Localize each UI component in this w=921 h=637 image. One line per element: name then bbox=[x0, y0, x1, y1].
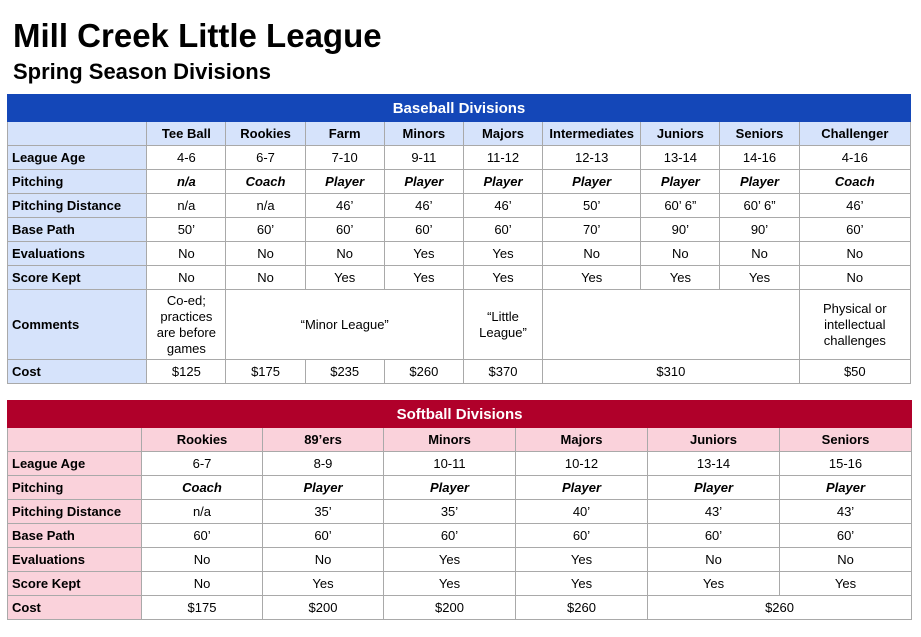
softball-band-title: Softball Divisions bbox=[8, 401, 912, 428]
cell: Yes bbox=[384, 548, 516, 572]
table-row bbox=[8, 596, 912, 620]
col-header: Intermediates bbox=[543, 122, 641, 146]
cell: No bbox=[543, 242, 641, 266]
cost-cell: $260 bbox=[648, 596, 912, 620]
cell: No bbox=[648, 548, 780, 572]
cell: 9-11 bbox=[384, 146, 463, 170]
cell: 7-10 bbox=[305, 146, 384, 170]
cell: Yes bbox=[780, 572, 912, 596]
row-label: Score Kept bbox=[8, 266, 147, 290]
cell: Player bbox=[543, 170, 641, 194]
page-subtitle: Spring Season Divisions bbox=[13, 59, 271, 84]
table-row bbox=[8, 290, 911, 360]
col-header: Juniors bbox=[648, 428, 780, 452]
cell: 40’ bbox=[516, 500, 648, 524]
cell: 35’ bbox=[263, 500, 384, 524]
cell: 43’ bbox=[648, 500, 780, 524]
comment-challenger: Physical or intellectual challenges bbox=[799, 290, 910, 360]
cell: Yes bbox=[648, 572, 780, 596]
row-label: Pitching bbox=[8, 476, 142, 500]
cell: 4-6 bbox=[147, 146, 226, 170]
cell: 60’ 6” bbox=[641, 194, 720, 218]
cell: Yes bbox=[305, 266, 384, 290]
col-header: Farm bbox=[305, 122, 384, 146]
cell: Yes bbox=[720, 266, 799, 290]
cell: 60’ bbox=[384, 218, 463, 242]
table-row bbox=[8, 548, 912, 572]
table-row bbox=[8, 360, 911, 384]
comment-blank bbox=[543, 290, 800, 360]
softball-divisions-table bbox=[7, 400, 912, 620]
comment-tee-ball: Co-ed; practices are before games bbox=[147, 290, 226, 360]
cell: 13-14 bbox=[641, 146, 720, 170]
cell: 14-16 bbox=[720, 146, 799, 170]
corner-cell bbox=[8, 428, 142, 452]
cell: No bbox=[305, 242, 384, 266]
cell: 50’ bbox=[147, 218, 226, 242]
cell: 6-7 bbox=[226, 146, 305, 170]
col-header: Rookies bbox=[142, 428, 263, 452]
row-label: Pitching bbox=[8, 170, 147, 194]
cell: Player bbox=[384, 476, 516, 500]
cell: 15-16 bbox=[780, 452, 912, 476]
cell: No bbox=[147, 242, 226, 266]
cost-cell: $50 bbox=[799, 360, 910, 384]
table-row bbox=[8, 266, 911, 290]
cell: 70’ bbox=[543, 218, 641, 242]
cell: Yes bbox=[463, 266, 542, 290]
col-header: Seniors bbox=[780, 428, 912, 452]
cost-cell: $175 bbox=[142, 596, 263, 620]
cell: n/a bbox=[147, 170, 226, 194]
cost-cell: $200 bbox=[384, 596, 516, 620]
row-label: Cost bbox=[8, 360, 147, 384]
baseball-header-row bbox=[8, 122, 911, 146]
table-row bbox=[8, 146, 911, 170]
cell: Player bbox=[720, 170, 799, 194]
cell: No bbox=[147, 266, 226, 290]
cell: Yes bbox=[263, 572, 384, 596]
cell: 60’ 6” bbox=[720, 194, 799, 218]
row-label: Pitching Distance bbox=[8, 194, 147, 218]
cell: 46’ bbox=[799, 194, 910, 218]
col-header: Minors bbox=[384, 428, 516, 452]
table-row bbox=[8, 242, 911, 266]
cell: 10-12 bbox=[516, 452, 648, 476]
cell: Yes bbox=[384, 242, 463, 266]
table-row bbox=[8, 500, 912, 524]
col-header: Juniors bbox=[641, 122, 720, 146]
cell: Coach bbox=[142, 476, 263, 500]
cell: 6-7 bbox=[142, 452, 263, 476]
table-row bbox=[8, 194, 911, 218]
cell: Coach bbox=[799, 170, 910, 194]
cost-cell: $260 bbox=[384, 360, 463, 384]
cost-cell: $370 bbox=[463, 360, 542, 384]
cost-cell: $125 bbox=[147, 360, 226, 384]
row-label: Evaluations bbox=[8, 242, 147, 266]
row-label: Pitching Distance bbox=[8, 500, 142, 524]
row-label: Evaluations bbox=[8, 548, 142, 572]
softball-header-row bbox=[8, 428, 912, 452]
col-header: Challenger bbox=[799, 122, 910, 146]
baseball-divisions-table bbox=[7, 94, 911, 384]
cost-cell: $310 bbox=[543, 360, 800, 384]
cell: No bbox=[142, 548, 263, 572]
row-label: Base Path bbox=[8, 524, 142, 548]
col-header: Majors bbox=[463, 122, 542, 146]
row-label: League Age bbox=[8, 146, 147, 170]
table-row bbox=[8, 524, 912, 548]
cell: No bbox=[226, 242, 305, 266]
cell: 60’ bbox=[648, 524, 780, 548]
table-row bbox=[8, 170, 911, 194]
cost-cell: $235 bbox=[305, 360, 384, 384]
cell: Yes bbox=[641, 266, 720, 290]
cell: n/a bbox=[226, 194, 305, 218]
cell: 60’ bbox=[516, 524, 648, 548]
cell: Yes bbox=[384, 572, 516, 596]
cell: 90’ bbox=[641, 218, 720, 242]
col-header: Minors bbox=[384, 122, 463, 146]
cell: No bbox=[799, 266, 910, 290]
cell: 60’ bbox=[384, 524, 516, 548]
cell: 35’ bbox=[384, 500, 516, 524]
cell: 46’ bbox=[463, 194, 542, 218]
cell: 46’ bbox=[384, 194, 463, 218]
cost-cell: $175 bbox=[226, 360, 305, 384]
cell: 60’ bbox=[142, 524, 263, 548]
row-label: Cost bbox=[8, 596, 142, 620]
cell: 4-16 bbox=[799, 146, 910, 170]
cell: Player bbox=[263, 476, 384, 500]
cell: n/a bbox=[147, 194, 226, 218]
cell: No bbox=[780, 548, 912, 572]
cell: 90’ bbox=[720, 218, 799, 242]
cell: No bbox=[142, 572, 263, 596]
row-label: Base Path bbox=[8, 218, 147, 242]
cell: No bbox=[720, 242, 799, 266]
cell: 43’ bbox=[780, 500, 912, 524]
cell: Player bbox=[463, 170, 542, 194]
cell: 60’ bbox=[780, 524, 912, 548]
cell: 8-9 bbox=[263, 452, 384, 476]
baseball-band-title: Baseball Divisions bbox=[8, 95, 911, 122]
table-row bbox=[8, 452, 912, 476]
cell: 60’ bbox=[799, 218, 910, 242]
cell: Yes bbox=[516, 572, 648, 596]
cell: Yes bbox=[384, 266, 463, 290]
cell: Player bbox=[384, 170, 463, 194]
page-title: Mill Creek Little League bbox=[13, 17, 382, 54]
cell: n/a bbox=[142, 500, 263, 524]
cell: 60’ bbox=[463, 218, 542, 242]
cell: 60’ bbox=[305, 218, 384, 242]
cost-cell: $260 bbox=[516, 596, 648, 620]
comment-minor-league: “Minor League” bbox=[226, 290, 463, 360]
cell: Yes bbox=[463, 242, 542, 266]
row-label: League Age bbox=[8, 452, 142, 476]
cell: Player bbox=[516, 476, 648, 500]
table-row bbox=[8, 476, 912, 500]
corner-cell bbox=[8, 122, 147, 146]
cell: No bbox=[641, 242, 720, 266]
row-label: Comments bbox=[8, 290, 147, 360]
cell: 10-11 bbox=[384, 452, 516, 476]
row-label: Score Kept bbox=[8, 572, 142, 596]
cell: No bbox=[263, 548, 384, 572]
table-row bbox=[8, 572, 912, 596]
cell: 11-12 bbox=[463, 146, 542, 170]
cell: 13-14 bbox=[648, 452, 780, 476]
comment-little-league: “Little League” bbox=[463, 290, 542, 360]
cell: Yes bbox=[543, 266, 641, 290]
table-row bbox=[8, 218, 911, 242]
cell: Player bbox=[648, 476, 780, 500]
col-header: Majors bbox=[516, 428, 648, 452]
col-header: 89’ers bbox=[263, 428, 384, 452]
cell: 50’ bbox=[543, 194, 641, 218]
cell: 60’ bbox=[263, 524, 384, 548]
col-header: Seniors bbox=[720, 122, 799, 146]
cell: 60’ bbox=[226, 218, 305, 242]
cell: Coach bbox=[226, 170, 305, 194]
cost-cell: $200 bbox=[263, 596, 384, 620]
col-header: Tee Ball bbox=[147, 122, 226, 146]
cell: Yes bbox=[516, 548, 648, 572]
cell: No bbox=[226, 266, 305, 290]
cell: Player bbox=[780, 476, 912, 500]
cell: 12-13 bbox=[543, 146, 641, 170]
cell: 46’ bbox=[305, 194, 384, 218]
col-header: Rookies bbox=[226, 122, 305, 146]
cell: Player bbox=[641, 170, 720, 194]
cell: Player bbox=[305, 170, 384, 194]
cell: No bbox=[799, 242, 910, 266]
